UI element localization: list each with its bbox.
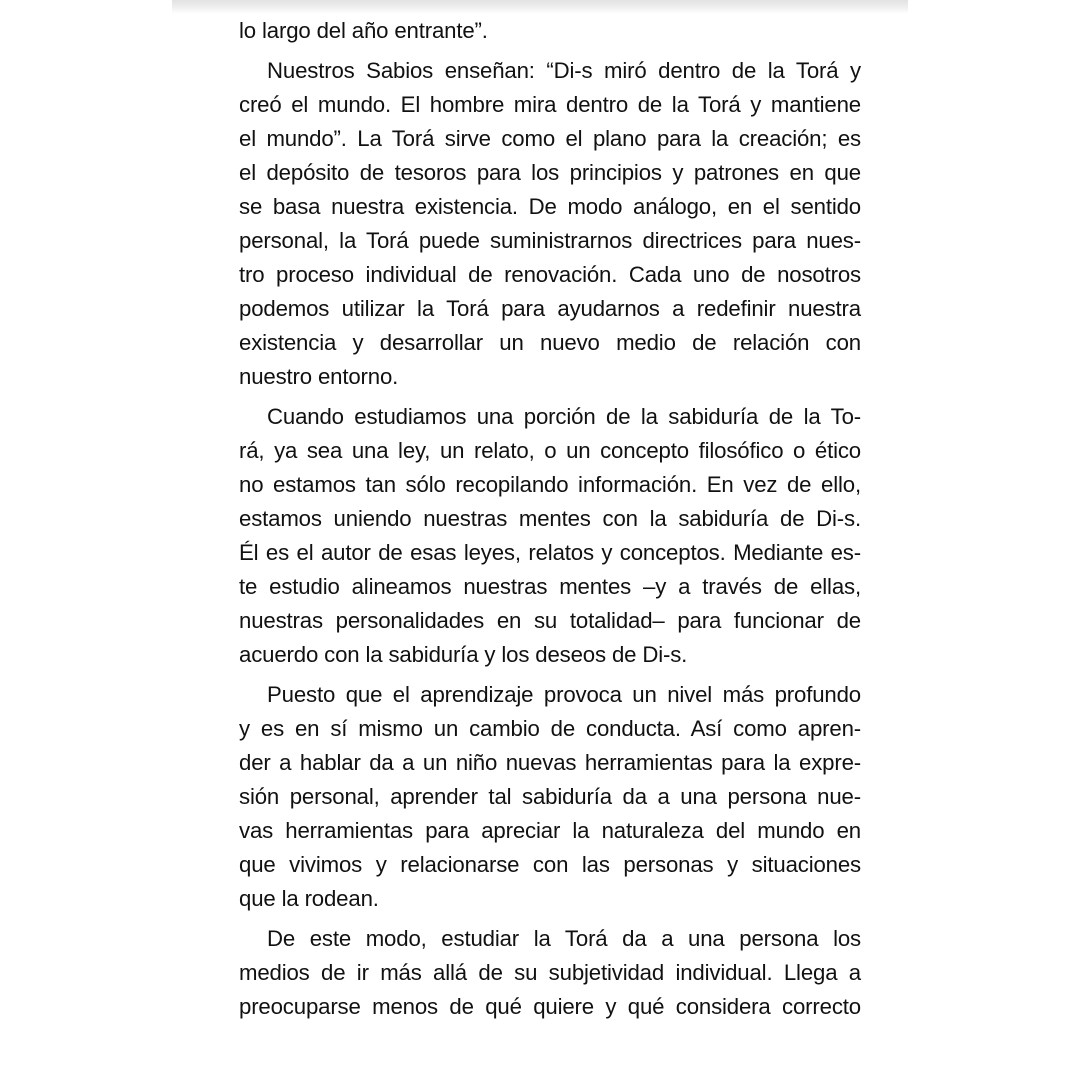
text-line: estamos uniendo nuestras mentes con la sabiduría de Di-s. — [239, 506, 861, 531]
text-line: medios de ir más allá de su subjetividad individual. Llega a — [239, 960, 861, 985]
text-line: nuestro entorno. — [239, 364, 399, 389]
paragraph — [239, 14, 861, 48]
text-line: nuestras personalidades en su totalidad– para funcionar de — [239, 608, 861, 633]
text-line: se basa nuestra existencia. De modo análogo, en el sentido — [239, 194, 861, 219]
paragraph — [239, 54, 861, 394]
text-line: De este modo, estudiar la Torá da a una persona los — [267, 926, 861, 951]
page-top-shadow — [172, 0, 908, 14]
text-line: der a hablar da a un niño nuevas herramientas para la expre- — [239, 750, 861, 775]
text-line: Nuestros Sabios enseñan: “Di-s miró dentro de la Torá y — [267, 58, 861, 83]
text-line: Puesto que el aprendizaje provoca un nivel más profundo — [267, 682, 861, 707]
text-line: existencia y desarrollar un nuevo medio de relación con — [239, 330, 861, 355]
text-line: personal, la Torá puede suministrarnos directrices para nues- — [239, 228, 861, 253]
paragraph — [239, 922, 861, 1024]
text-line: que vivimos y relacionarse con las personas y situaciones — [239, 852, 861, 877]
text-line: preocuparse menos de qué quiere y qué considera correcto — [239, 994, 861, 1019]
text-line: rá, ya sea una ley, un relato, o un concepto filosófico o ético — [239, 438, 861, 463]
text-line: creó el mundo. El hombre mira dentro de la Torá y mantiene — [239, 92, 861, 117]
text-line: y es en sí mismo un cambio de conducta. Así como apren- — [239, 716, 861, 741]
paragraph — [239, 678, 861, 916]
paragraph — [239, 400, 861, 672]
text-line: lo largo del año entrante”. — [239, 18, 488, 43]
text-line: el mundo”. La Torá sirve como el plano para la creación; es — [239, 126, 861, 151]
text-line: el depósito de tesoros para los principios y patrones en que — [239, 160, 861, 185]
text-line: Cuando estudiamos una porción de la sabiduría de la To- — [267, 404, 861, 429]
text-line: podemos utilizar la Torá para ayudarnos a redefinir nuestra — [239, 296, 861, 321]
text-line: vas herramientas para apreciar la naturaleza del mundo en — [239, 818, 861, 843]
text-line: no estamos tan sólo recopilando información. En vez de ello, — [239, 472, 861, 497]
text-line: tro proceso individual de renovación. Cada uno de nosotros — [239, 262, 861, 287]
text-line: te estudio alineamos nuestras mentes –y a través de ellas, — [239, 574, 861, 599]
text-line: que la rodean. — [239, 886, 379, 911]
document-page — [239, 14, 861, 1030]
text-line: Él es el autor de esas leyes, relatos y conceptos. Mediante es- — [239, 540, 861, 565]
text-line: acuerdo con la sabiduría y los deseos de Di-s. — [239, 642, 688, 667]
text-line: sión personal, aprender tal sabiduría da a una persona nue- — [239, 784, 861, 809]
